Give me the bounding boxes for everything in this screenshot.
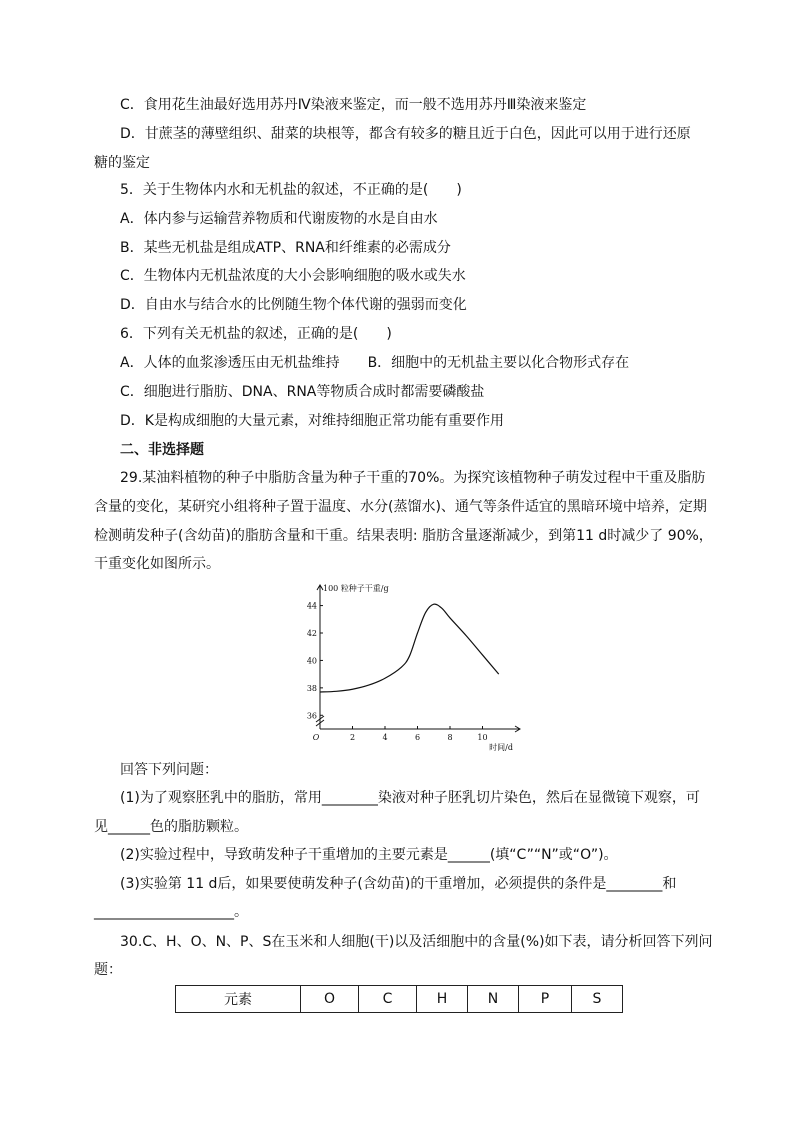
q5-option-a: A．体内参与运输营养物质和代谢废物的水是自由水 [120,211,438,227]
table-cell: S [572,986,623,1013]
line-2: D．甘蔗茎的薄壁组织、甜菜的块根等，都含有较多的糖且近于白色，因此可以用于进行还原 [120,126,691,142]
q29-line-4: 干重变化如图所示。 [94,556,220,572]
line-1: C．食用花生油最好选用苏丹Ⅳ染液来鉴定，而一般不选用苏丹Ⅲ染液来鉴定 [120,97,587,113]
q29-sub-3-line-2: ____________________。 [94,904,248,920]
q29-line-1: 29.某油料植物的种子中脂肪含量为种子干重的70%。为探究该植物种子萌发过程中干重及脂肪 [120,470,706,486]
question-5-stem: 5．关于生物体内水和无机盐的叙述，不正确的是( ) [120,182,462,198]
y-axis-label: 100 粒种子干重/g [323,584,389,593]
q29-line-2: 含量的变化，某研究小组将种子置于温度、水分(蒸馏水)、通气等条件适宜的黑暗环境中培养，定期 [94,499,707,515]
y-tick-label: 38 [306,683,317,693]
question-6-stem: 6．下列有关无机盐的叙述，正确的是( ) [120,326,392,342]
q30-line-2: 题： [94,962,122,978]
q6-option-d: D．K是构成细胞的大量元素，对维持细胞正常功能有重要作用 [120,413,504,429]
q29-prompt: 回答下列问题： [120,762,218,778]
q29-sub-1-line-1: (1)为了观察胚乳中的脂肪，常用________染液对种子胚乳切片染色，然后在显微镜下观察，可 [120,790,700,806]
dry-weight-curve [320,604,499,692]
q5-option-d: D．自由水与结合水的比例随生物个体代谢的强弱而变化 [120,297,467,313]
table-cell: H [417,986,468,1013]
q29-sub-3-line-1: (3)实验第 11 d后，如果要使萌发种子(含幼苗)的干重增加，必须提供的条件是________和 [120,876,677,892]
x-tick-label: 4 [382,733,388,742]
x-tick-label: 8 [447,733,453,742]
element-table [175,985,623,1013]
x-tick-label: 2 [349,733,356,742]
q6-option-a-b: A．人体的血浆渗透压由无机盐维持 B．细胞中的无机盐主要以化合物形式存在 [120,355,630,371]
y-tick-label: 44 [306,601,317,611]
table-cell: 元素 [176,986,301,1013]
q29-sub-2: (2)实验过程中，导致萌发种子干重增加的主要元素是______(填“C”“N”或“O”)。 [120,847,618,863]
table-cell: N [468,986,519,1013]
q6-option-c: C．细胞进行脂肪、DNA、RNA等物质合成时都需要磷酸盐 [120,384,485,400]
x-axis-label: 时间/d [489,743,513,752]
section-heading: 二、非选择题 [120,442,204,458]
q29-sub-1-line-2: 见______色的脂肪颗粒。 [94,819,248,835]
q5-option-b: B．某些无机盐是组成ATP、RNA和纤维素的必需成分 [120,240,451,256]
table-cell: O [301,986,359,1013]
table-header-row [176,986,623,1013]
table-cell: P [519,986,572,1013]
q29-line-3: 检测萌发种子(含幼苗)的脂肪含量和干重。结果表明: 脂肪含量逐渐减少，到第11 d时减少了 90%， [94,528,713,544]
y-tick-label: 36 [306,711,317,721]
y-tick-label: 40 [306,656,317,666]
y-tick-label: 42 [306,629,317,638]
table-cell: C [359,986,417,1013]
origin-label: O [312,733,320,742]
q30-line-1: 30.C、H、O、N、P、S在玉米和人细胞(干)以及活细胞中的含量(%)如下表，请分析回答下列问 [120,934,713,950]
x-tick-label: 10 [477,733,488,742]
dry-weight-chart [302,578,527,753]
x-tick-label: 6 [414,733,421,742]
line-3: 糖的鉴定 [94,155,150,171]
q5-option-c: C．生物体内无机盐浓度的大小会影响细胞的吸水或失水 [120,268,466,284]
